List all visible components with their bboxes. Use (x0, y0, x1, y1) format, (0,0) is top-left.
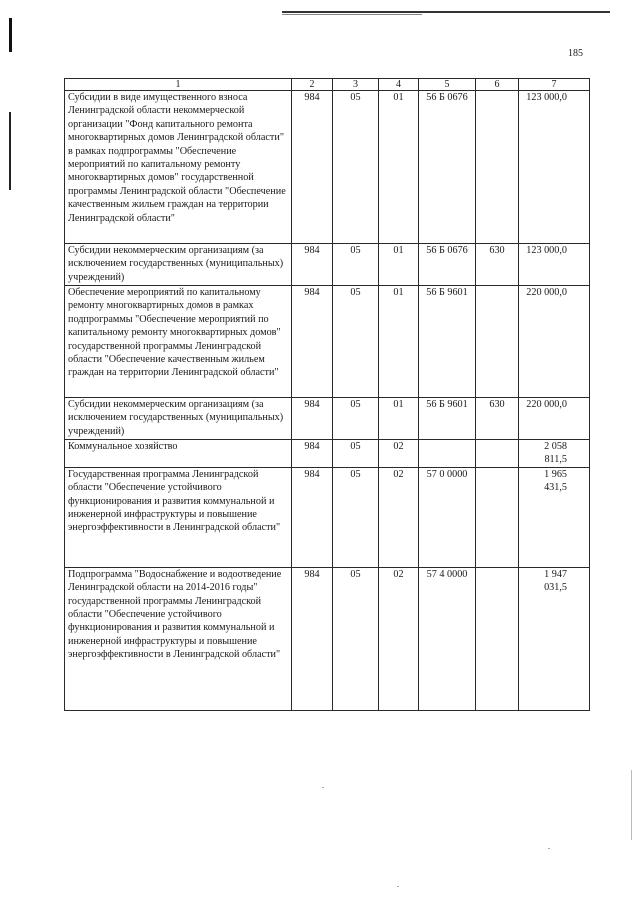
table-row (65, 398, 590, 440)
row-subsection-code: 01 (379, 398, 419, 440)
row-amount: 1 947 031,5 (519, 567, 590, 710)
row-target-code: 57 0 0000 (419, 467, 476, 567)
row-section-code: 05 (333, 244, 379, 286)
row-expense-type (476, 91, 519, 244)
row-expense-type (476, 567, 519, 710)
row-section-code: 05 (333, 440, 379, 468)
column-header: 3 (333, 79, 379, 91)
row-ministry-code: 984 (292, 286, 333, 398)
row-amount: 2 058 811,5 (519, 440, 590, 468)
row-amount: 123 000,0 (519, 91, 590, 244)
row-ministry-code: 984 (292, 567, 333, 710)
scan-artifact-top-line-thin (282, 14, 422, 15)
table-row (65, 440, 590, 468)
row-ministry-code: 984 (292, 91, 333, 244)
row-target-code: 57 4 0000 (419, 567, 476, 710)
column-header: 4 (379, 79, 419, 91)
column-header: 2 (292, 79, 333, 91)
scan-artifact-right-mark (631, 770, 632, 840)
row-subsection-code: 02 (379, 567, 419, 710)
table-row (65, 467, 590, 567)
column-header: 6 (476, 79, 519, 91)
row-amount: 1 965 431,5 (519, 467, 590, 567)
table-row (65, 286, 590, 398)
scan-artifact-top-line (282, 11, 610, 13)
row-name: Субсидии некоммерческим организациям (за исключением государственных (муниципальных) учреждений) (65, 398, 292, 440)
row-expense-type (476, 440, 519, 468)
row-name: Подпрограмма "Водоснабжение и водоотведение Ленинградской области на 2014-2016 годы" государственной программы Ленинградской области "Обеспечение устойчивого функционирования и развития коммунальной и инженерной инфраструктуры и повышение энергоэффективности в Ленинградской области" (65, 567, 292, 710)
scan-artifact-left-mark-lower (9, 112, 11, 190)
row-name: Субсидии в виде имущественного взноса Ленинградской области некоммерческой организации "Фонд капитального ремонта многоквартирных домов Ленинградской области" в рамках подпрограммы "Обеспечение мероприятий по капитальному ремонту многоквартирных домов" государственной программы Ленинградской области "Обеспечение качественным жильем граждан на территории Ленинградской области" (65, 91, 292, 244)
row-ministry-code: 984 (292, 440, 333, 468)
row-expense-type: 630 (476, 244, 519, 286)
row-target-code: 56 Б 9601 (419, 286, 476, 398)
row-amount: 123 000,0 (519, 244, 590, 286)
row-target-code: 56 Б 0676 (419, 91, 476, 244)
column-header: 7 (519, 79, 590, 91)
row-name: Обеспечение мероприятий по капитальному ремонту многоквартирных домов в рамках подпрограммы "Обеспечение мероприятий по капитальному ремонту многоквартирных домов" государственной программы Ленинградской области "Обеспечение качественным жильем граждан на территории Ленинградской области" (65, 286, 292, 398)
scan-speck (322, 787, 324, 788)
column-header: 1 (65, 79, 292, 91)
row-subsection-code: 01 (379, 244, 419, 286)
row-expense-type (476, 467, 519, 567)
row-subsection-code: 01 (379, 286, 419, 398)
row-ministry-code: 984 (292, 467, 333, 567)
table-row (65, 91, 590, 244)
row-section-code: 05 (333, 286, 379, 398)
row-name: Коммунальное хозяйство (65, 440, 292, 468)
row-subsection-code: 01 (379, 91, 419, 244)
scan-artifact-left-mark (9, 18, 12, 52)
row-ministry-code: 984 (292, 398, 333, 440)
row-subsection-code: 02 (379, 440, 419, 468)
row-expense-type: 630 (476, 398, 519, 440)
column-header: 5 (419, 79, 476, 91)
row-amount: 220 000,0 (519, 286, 590, 398)
row-section-code: 05 (333, 398, 379, 440)
table-row (65, 567, 590, 710)
row-target-code (419, 440, 476, 468)
budget-table (64, 78, 590, 711)
row-name: Субсидии некоммерческим организациям (за исключением государственных (муниципальных) учреждений) (65, 244, 292, 286)
table-row (65, 244, 590, 286)
row-name: Государственная программа Ленинградской области "Обеспечение устойчивого функционирования и развития коммунальной и инженерной инфраструктуры и повышение энергоэффективности в Ленинградской области" (65, 467, 292, 567)
row-subsection-code: 02 (379, 467, 419, 567)
page-number: 185 (568, 48, 583, 59)
row-target-code: 56 Б 9601 (419, 398, 476, 440)
scan-speck (397, 886, 399, 887)
table-header-row (65, 79, 590, 91)
scan-speck (548, 848, 550, 849)
row-expense-type (476, 286, 519, 398)
row-section-code: 05 (333, 567, 379, 710)
row-ministry-code: 984 (292, 244, 333, 286)
row-target-code: 56 Б 0676 (419, 244, 476, 286)
row-amount: 220 000,0 (519, 398, 590, 440)
row-section-code: 05 (333, 91, 379, 244)
row-section-code: 05 (333, 467, 379, 567)
